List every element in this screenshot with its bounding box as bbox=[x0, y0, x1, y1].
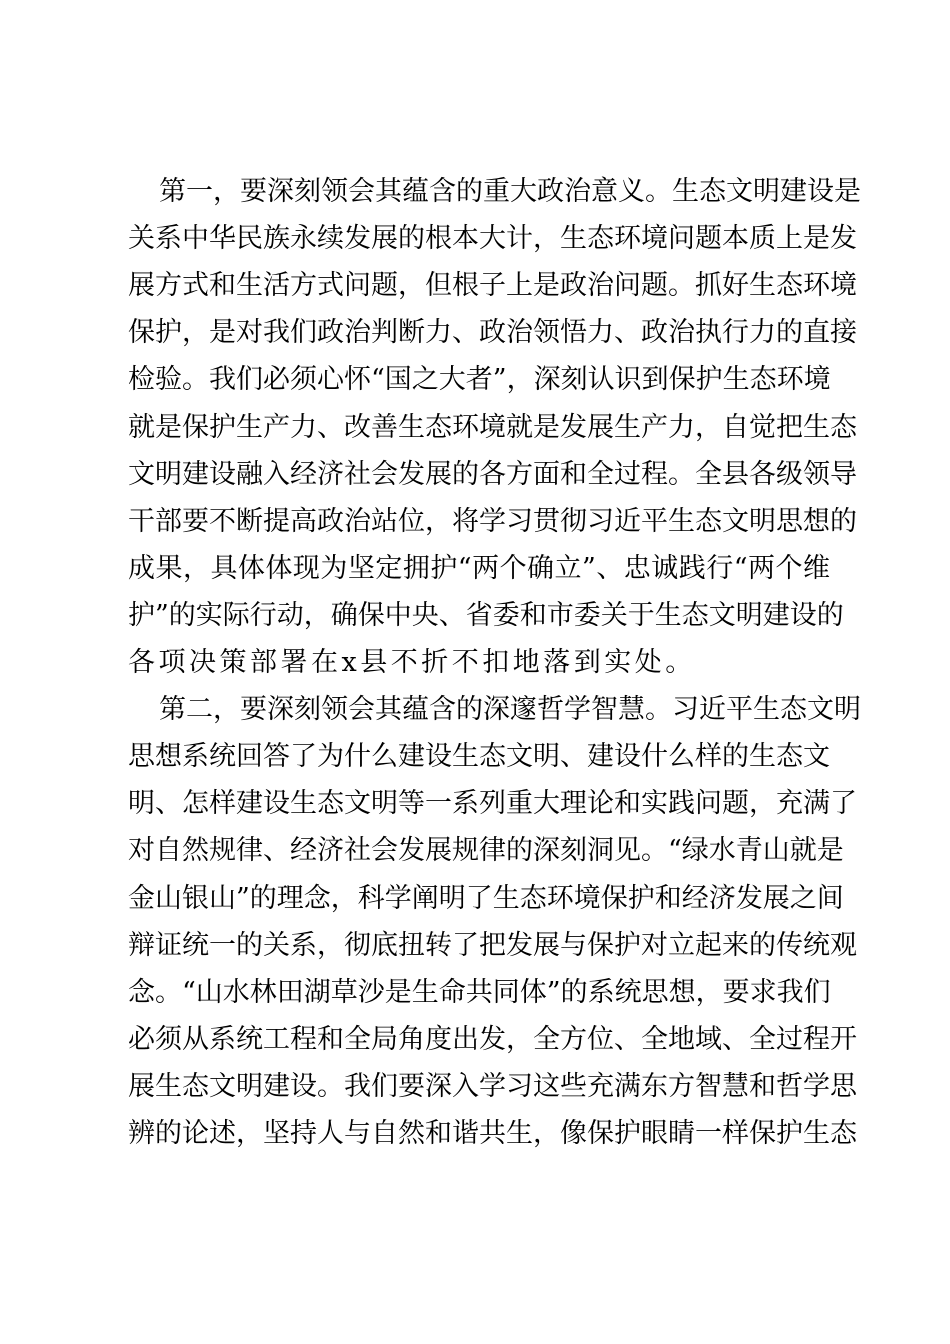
text-line: 保护，是对我们政治判断力、政治领悟力、政治执行力的直接 bbox=[128, 317, 857, 349]
text-line: 金山银山”的理念，科学阐明了生态环境保护和经济发展之间 bbox=[128, 882, 844, 914]
text-line: 文明建设融入经济社会发展的各方面和全过程。全县各级领导 bbox=[128, 458, 857, 490]
text-line: 第二，要深刻领会其蕴含的深邃哲学智慧。习近平生态文明 bbox=[159, 694, 861, 726]
text-line: 检验。我们必须心怀“国之大者”，深刻认识到保护生态环境 bbox=[128, 364, 831, 396]
text-line: 关系中华民族永续发展的根本大计，生态环境问题本质上是发 bbox=[128, 223, 857, 255]
text-line: 成果，具体体现为坚定拥护“两个确立”、忠诚践行“两个维 bbox=[128, 552, 830, 584]
text-line: 必须从系统工程和全局角度出发，全方位、全地域、全过程开 bbox=[128, 1023, 857, 1055]
text-line: 明、怎样建设生态文明等一系列重大理论和实践问题，充满了 bbox=[128, 788, 857, 820]
text-line: 干部要不断提高政治站位，将学习贯彻习近平生态文明思想的 bbox=[128, 505, 857, 537]
text-line: 护”的实际行动，确保中央、省委和市委关于生态文明建设的 bbox=[128, 599, 844, 631]
text-line: 辨的论述，坚持人与自然和谐共生，像保护眼睛一样保护生态 bbox=[128, 1118, 857, 1149]
text-line: 念。“山水林田湖草沙是生命共同体”的系统思想，要求我们 bbox=[128, 976, 831, 1008]
text-line: 第一，要深刻领会其蕴含的重大政治意义。生态文明建设是 bbox=[159, 176, 861, 207]
text-line: 就是保护生产力、改善生态环境就是发展生产力，自觉把生态 bbox=[128, 411, 857, 443]
text-line: 各项决策部署在x县不折不扣地落到实处。 bbox=[128, 647, 696, 678]
text-line: 思想系统回答了为什么建设生态文明、建设什么样的生态文 bbox=[128, 741, 830, 773]
text-line: 展生态文明建设。我们要深入学习这些充满东方智慧和哲学思 bbox=[128, 1070, 857, 1102]
text-line: 展方式和生活方式问题，但根子上是政治问题。抓好生态环境 bbox=[128, 270, 857, 302]
text-line: 辩证统一的关系，彻底扭转了把发展与保护对立起来的传统观 bbox=[128, 929, 857, 961]
text-line: 对自然规律、经济社会发展规律的深刻洞见。“绿水青山就是 bbox=[128, 835, 844, 867]
